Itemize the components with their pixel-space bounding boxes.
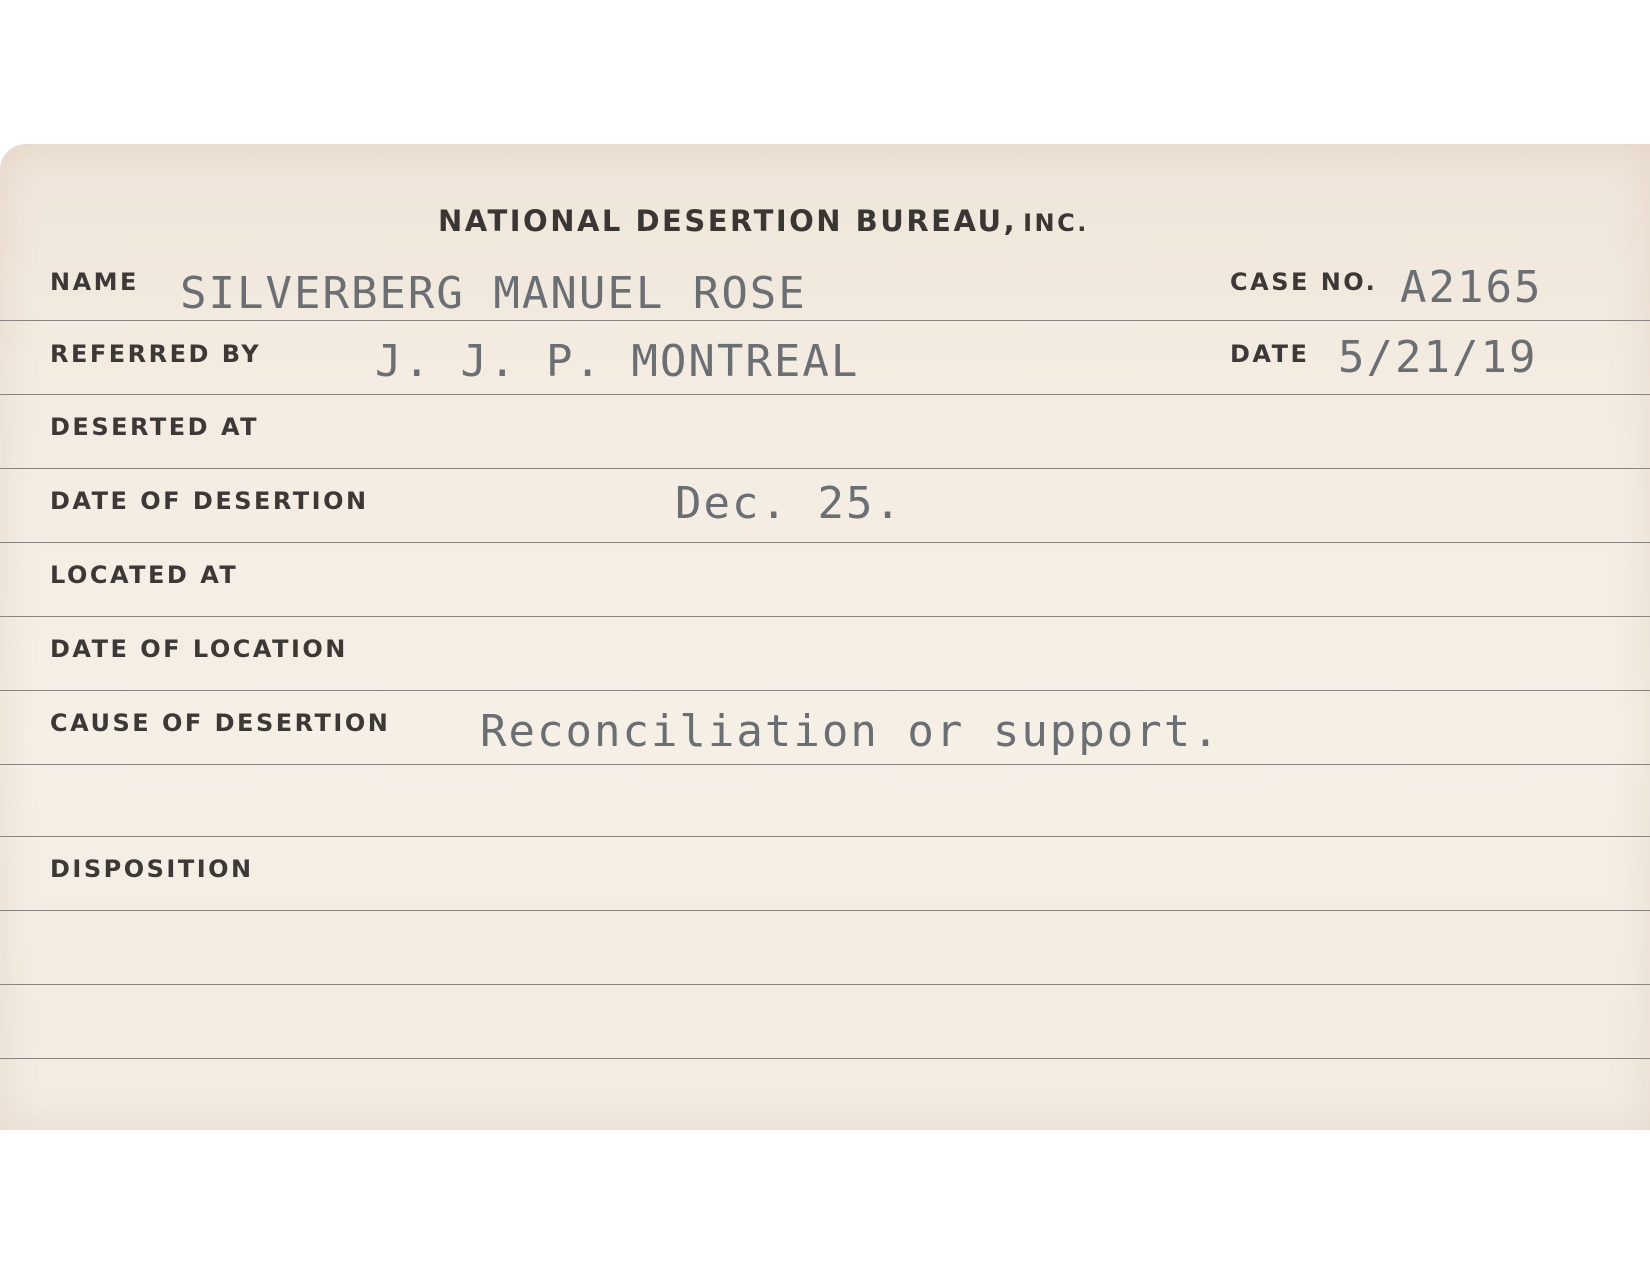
rule-line (0, 764, 1650, 765)
deserted-at-label: DESERTED AT (50, 413, 260, 441)
name-label: NAME (50, 268, 139, 296)
referred-by-label: REFERRED BY (50, 340, 262, 368)
disposition-label: DISPOSITION (50, 855, 254, 883)
case-no-value: A2165 (1400, 262, 1543, 313)
bureau-suffix: INC. (1023, 209, 1089, 237)
bureau-name: NATIONAL DESERTION BUREAU, (438, 204, 1018, 238)
rule-line (0, 468, 1650, 469)
date-of-location-label: DATE OF LOCATION (50, 635, 348, 663)
rule-line (0, 836, 1650, 837)
rule-line (0, 542, 1650, 543)
date-of-desertion-value: Dec. 25. (675, 478, 903, 529)
date-of-desertion-label: DATE OF DESERTION (50, 487, 369, 515)
rule-line (0, 910, 1650, 911)
rule-line (0, 690, 1650, 691)
case-no-label: CASE NO. (1230, 268, 1378, 296)
rule-line (0, 616, 1650, 617)
rule-line (0, 1058, 1650, 1059)
rule-line (0, 394, 1650, 395)
date-value: 5/21/19 (1338, 332, 1538, 383)
referred-by-value: J. J. P. MONTREAL (375, 336, 860, 387)
rule-line (0, 984, 1650, 985)
cause-of-desertion-value: Reconciliation or support. (480, 706, 1221, 757)
located-at-label: LOCATED AT (50, 561, 239, 589)
index-card (0, 144, 1650, 1130)
bureau-header (438, 204, 1089, 238)
date-label: DATE (1230, 340, 1310, 368)
name-value: SILVERBERG MANUEL ROSE (180, 268, 807, 319)
cause-of-desertion-label: CAUSE OF DESERTION (50, 709, 391, 737)
rule-line (0, 320, 1650, 321)
